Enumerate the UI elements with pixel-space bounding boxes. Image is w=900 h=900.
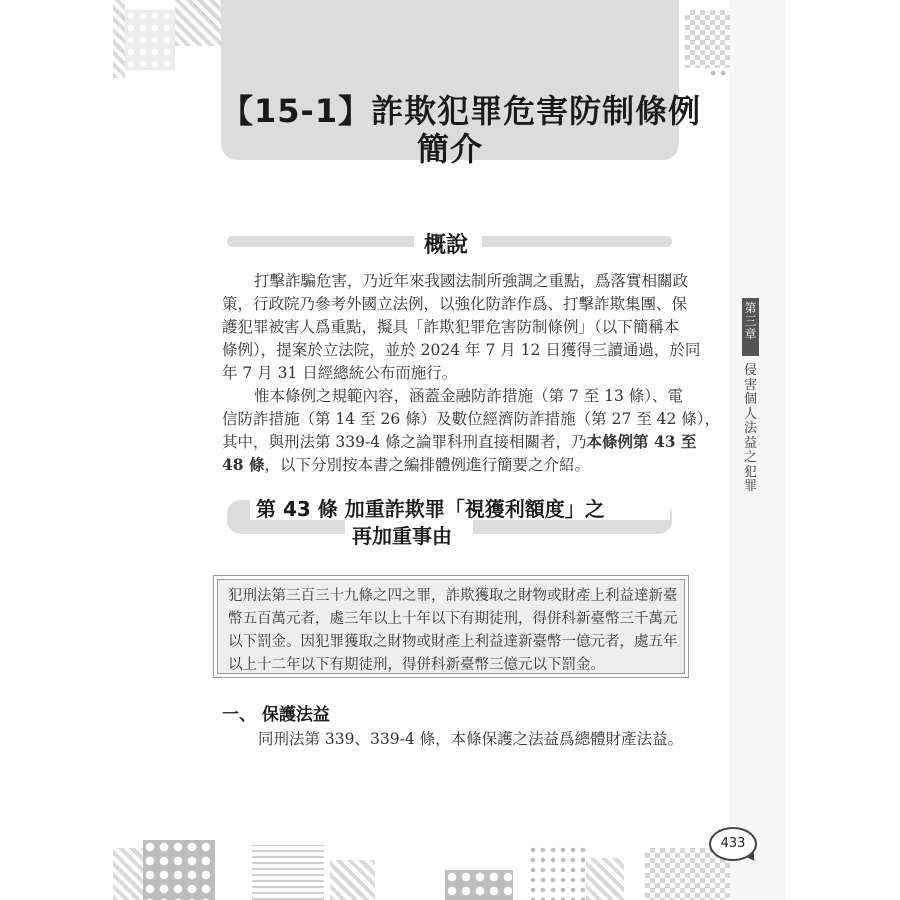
article-heading-line1: 第 43 條 加重詐欺罪「視獲利額度」之	[256, 497, 605, 521]
chapter-title-char: 罪	[743, 479, 757, 494]
decor-dots	[528, 845, 586, 900]
paragraph-line	[222, 431, 696, 453]
decor-stripes	[330, 860, 375, 900]
decor-dots	[143, 840, 215, 900]
chapter-title-char: 害	[743, 377, 757, 393]
paragraph-line: 年 7 月 31 日經總統公布而施行。	[222, 364, 458, 382]
subsection-heading: 一、 保護法益	[222, 705, 330, 725]
chapter-tab-char: 三	[744, 314, 757, 328]
decor-dots	[445, 870, 513, 900]
chapter-tab-label	[742, 302, 759, 341]
statute-line: 以下罰金。因犯罪獲取之財物或財產上利益達新臺幣一億元者，處五年	[228, 634, 678, 650]
decor-dots	[125, 10, 175, 70]
paragraph-line: 策，行政院乃參考外國立法例，以強化防詐作爲、打擊詐欺集團、保	[222, 295, 688, 313]
chapter-title-char: 犯	[743, 464, 757, 480]
decor-checker	[685, 10, 730, 68]
chapter-title-char: 侵	[743, 363, 757, 378]
chapter-title-char: 之	[743, 450, 757, 465]
chapter-title-char: 法	[743, 421, 757, 436]
chapter-title-char: 人	[743, 406, 757, 422]
statute-box	[213, 575, 689, 678]
decor-stripes	[586, 858, 624, 900]
chapter-title-char: 益	[743, 435, 757, 451]
text-run: ，以下分別按本書之編排體例進行簡要之介紹。	[264, 456, 590, 474]
chapter-title-line1: 【15-1】詐欺犯罪危害防制條例	[221, 92, 702, 130]
bold-text-run: 48 條	[222, 455, 265, 474]
text-run: 其中，與刑法第 339-4 條之論罪科刑直接相關者，乃	[222, 433, 587, 451]
chapter-title-line2: 簡介	[416, 130, 483, 168]
bold-text-run: 本條例第 43 至	[586, 432, 697, 451]
paragraph-line: 打擊詐騙危害，乃近年來我國法制所強調之重點，爲落實相關政	[254, 272, 689, 290]
chapter-tab-char: 第	[744, 301, 757, 315]
article-heading-line2: 再加重事由	[352, 524, 452, 548]
decor-stripes	[175, 0, 221, 46]
statute-line: 幣五百萬元者，處三年以上十年以下有期徒刑，得併科新臺幣三千萬元	[228, 611, 678, 627]
statute-line: 犯刑法第三百三十九條之四之罪，詐欺獲取之財物或財產上利益達新臺	[228, 588, 678, 604]
paragraph-line: 惟本條例之規範內容，涵蓋金融防詐措施（第 7 至 13 條）、電	[254, 387, 684, 405]
subsection-text: 同刑法第 339、339-4 條，本條保護之法益爲總體財產法益。	[258, 730, 684, 748]
paragraph-line: 護犯罪被害人爲重點，擬具「詐欺犯罪危害防制條例」（以下簡稱本	[222, 318, 680, 336]
decor-stripes	[113, 848, 143, 900]
paragraph-line: 條例），提案於立法院，並於 2024 年 7 月 12 日獲得三讀通過，於同	[222, 341, 701, 359]
paragraph-line: 信防詐措施（第 14 至 26 條）及數位經濟防詐措施（第 27 至 42 條），	[222, 410, 721, 428]
decor-lines	[252, 845, 324, 900]
decor-stripes	[113, 0, 125, 78]
page-number: 433	[709, 827, 757, 861]
statute-line: 以上十二年以下有期徒刑，得併科新臺幣三億元以下罰金。	[228, 657, 605, 673]
chapter-title-vertical	[742, 364, 759, 495]
decor-dots	[708, 68, 730, 78]
statute-box-inner	[217, 579, 685, 674]
paragraph-line	[222, 454, 590, 476]
chapter-title-char: 個	[743, 392, 757, 407]
chapter-tab-char: 章	[744, 327, 757, 341]
section-heading-overview: 概說	[424, 233, 469, 258]
